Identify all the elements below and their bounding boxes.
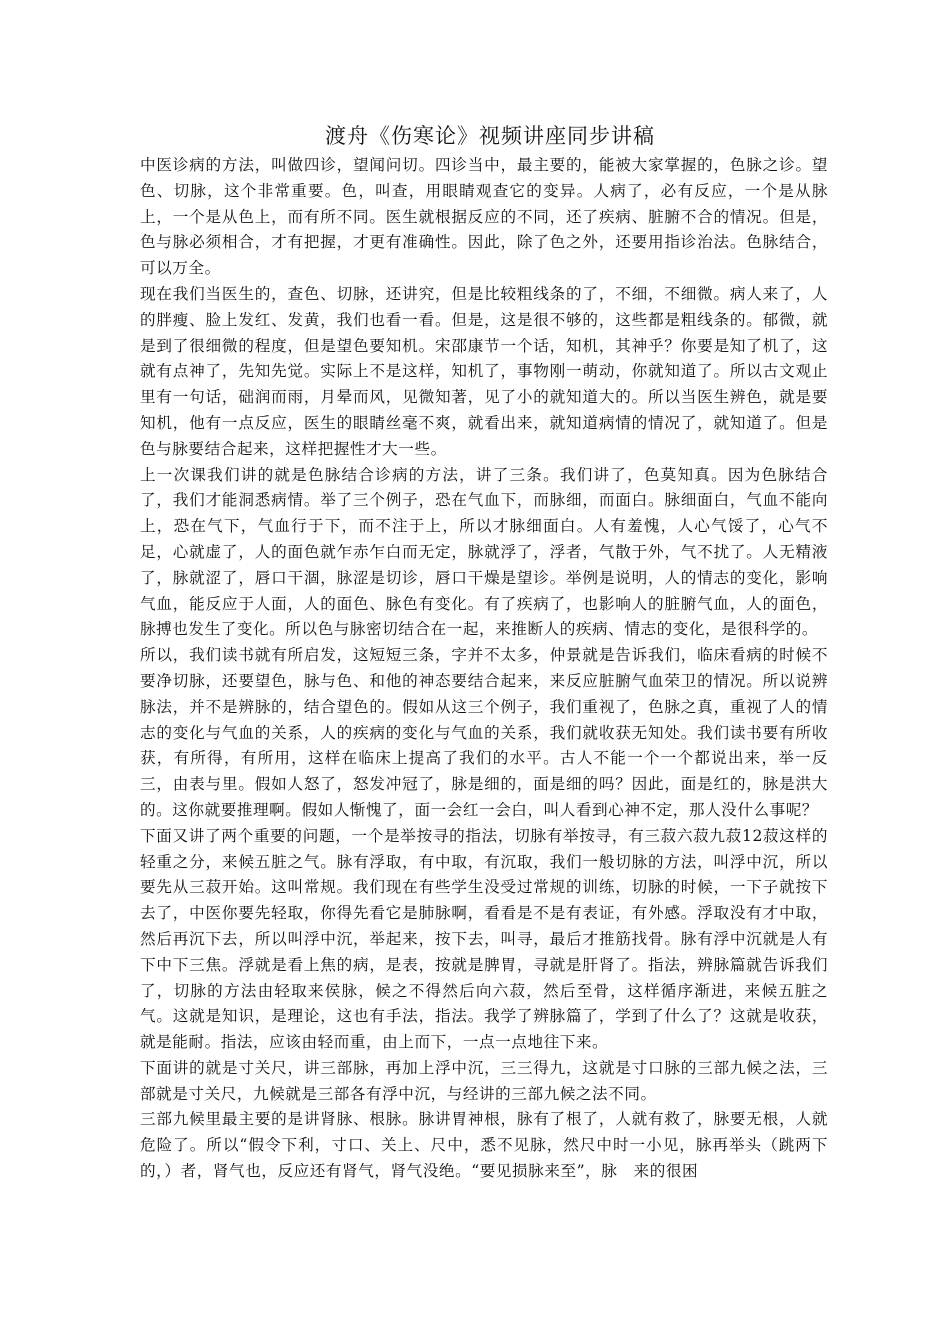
- paragraph: 中医诊病的方法，叫做四诊，望闻问切。四诊当中，最主要的，能被大家掌握的，色脉之诊。望色、切脉，这个非常重要。色，叫查，用眼睛观查它的变异。人病了，必有反应，一个是从脉上，一个是从色上，而有所不同。医生就根据反应的不同，还了疾病、脏腑不合的情况。但是，色与脉必须相合，才有把握，才更有准确性。因此，除了色之外，还要用指诊治法。色脉结合，可以万全。: [140, 156, 828, 278]
- document-body: [140, 153, 828, 1185]
- paragraph: 上一次课我们讲的就是色脉结合诊病的方法，讲了三条。我们讲了，色莫知真。因为色脉结合了，我们才能洞悉病情。举了三个例子，恐在气血下，而脉细，而面白。脉细面白，气血不能向上，恐在气下，气血行于下，而不注于上，所以才脉细面白。人有羞愧，人心气馁了，心气不足，心就虚了，人的面色就乍赤乍白而无定，脉就浮了，浮者，气散于外，气不扰了。人无精液了，脉就涩了，唇口干涸，脉涩是切诊，唇口干燥是望诊。举例是说明，人的情志的变化，影响气血，能反应于人面，人的面色、脉色有变化。有了疾病了，也影响人的脏腑气血，人的面色，脉搏也发生了变化。所以色与脉密切结合在一起，来推断人的疾病、情志的变化，是很科学的。: [140, 465, 828, 639]
- paragraph: 下面又讲了两个重要的问题，一个是举按寻的指法，切脉有举按寻，有三菽六菽九菽12菽这样的轻重之分，来候五脏之气。脉有浮取，有中取，有沉取，我们一般切脉的方法，叫浮中沉，所以要先从三菽开始。这叫常规。我们现在有些学生没受过常规的训练，切脉的时候，一下子就按下去了，中医你要先轻取，你得先看它是肺脉啊，看看是不是有表证，有外感。浮取没有才中取，然后再沉下去，所以叫浮中沉，举起来，按下去，叫寻，最后才推筋找骨。脉有浮中沉就是人有下中下三焦。浮就是看上焦的病，是表，按就是脾胃，寻就是肝肾了。指法，辨脉篇就告诉我们了，切脉的方法由轻取来侯脉，候之不得然后向六菽，然后至骨，这样循序渐进，来候五脏之气。这就是知识，是理论，这也有手法，指法。我学了辨脉篇了，学到了什么了？这就是收获，就是能耐。指法，应该由轻而重，由上而下，一点一点地往下来。: [140, 826, 828, 1052]
- paragraph: 所以，我们读书就有所启发，这短短三条，字并不太多，仲景就是告诉我们，临床看病的时候不要净切脉，还要望色，脉与色、和他的神态要结合起来，来反应脏腑气血荣卫的情况。所以说辨脉法，并不是辨脉的，结合望色的。假如从这三个例子，我们重视了，色脉之真，重视了人的情志的变化与气血的关系，人的疾病的变化与气血的关系，我们就收获无知处。我们读书要有所收获，有所得，有所用，这样在临床上提高了我们的水平。古人不能一个一个都说出来，举一反三，由表与里。假如人怒了，怒发冲冠了，脉是细的，面是细的吗？因此，面是红的，脉是洪大的。这你就要推理啊。假如人惭愧了，面一会红一会白，叫人看到心神不定，那人没什么事呢？: [140, 646, 828, 819]
- paragraph: 下面讲的就是寸关尺，讲三部脉，再加上浮中沉，三三得九，这就是寸口脉的三部九候之法，三部就是寸关尺，九候就是三部各有浮中沉，与经讲的三部九候之法不同。: [140, 1058, 828, 1103]
- document-title: 渡舟《伤寒论》视频讲座同步讲稿: [325, 124, 655, 148]
- paragraph: 三部九候里最主要的是讲肾脉、根脉。脉讲胃神根，脉有了根了，人就有救了，脉要无根，人就危险了。所以“假令下利，寸口、关上、尺中，悉不见脉，然尺中时一小见，脉再举头（跳两下的，）者，肾气也，反应还有肾气，肾气没绝。“要见损脉来至”，脉 来的很困: [140, 1110, 828, 1181]
- paragraph: 现在我们当医生的，查色、切脉，还讲究，但是比较粗线条的了，不细，不细微。病人来了，人的胖瘦、脸上发红、发黄，我们也看一看。但是，这是很不够的，这些都是粗线条的。郁微，就是到了很细微的程度，但是望色要知机。宋邵康节一个话，知机，其神乎？你要是知了机了，这就有点神了，先知先觉。实际上不是这样，知机了，事物刚一萌动，你就知道了。所以古文观止里有一句话，础润而雨，月晕而风，见微知著，见了小的就知道大的。所以当医生辨色，就是要知机，他有一点反应，医生的眼睛丝毫不爽，就看出来，就知道病情的情况了，就知道了。但是色与脉要结合起来，这样把握性才大一些。: [140, 284, 828, 458]
